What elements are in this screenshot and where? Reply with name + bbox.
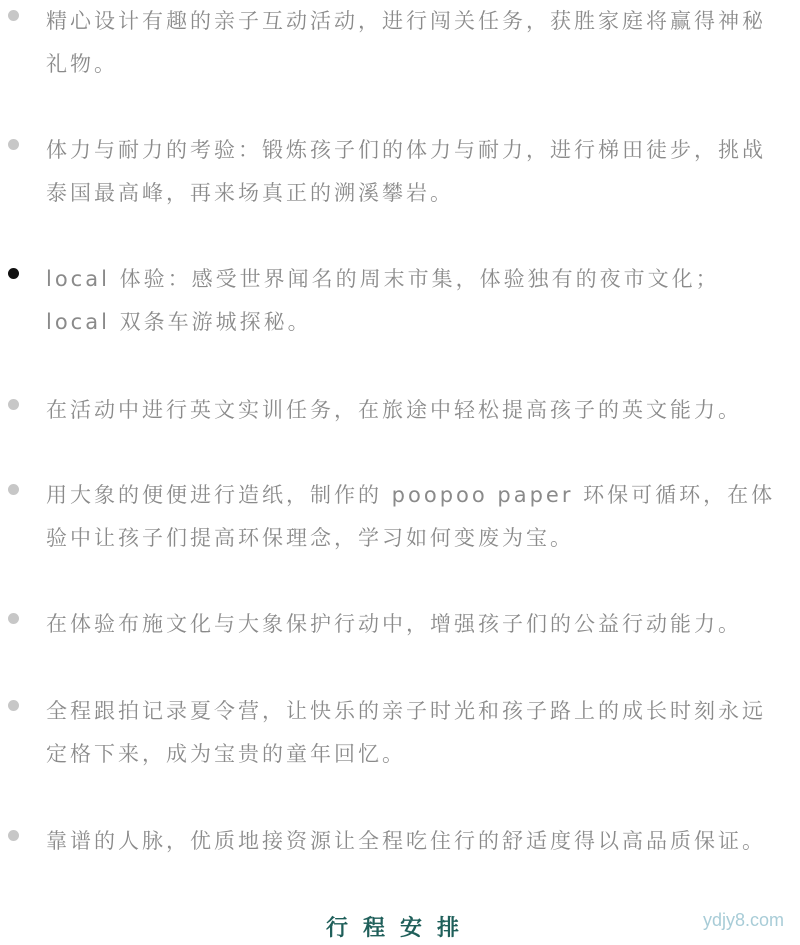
section-title: 行程安排 — [325, 916, 474, 941]
list-item-7 — [8, 690, 778, 776]
bullet-icon — [8, 399, 19, 410]
bullet-icon — [8, 830, 19, 841]
list-item-2 — [8, 129, 778, 215]
list-item-8 — [8, 820, 778, 863]
list-item-text: 全程跟拍记录夏令营，让快乐的亲子时光和孩子路上的成长时刻永远定格下来，成为宝贵的童年回忆。 — [46, 699, 766, 766]
list-item-text: 在活动中进行英文实训任务，在旅途中轻松提高孩子的英文能力。 — [46, 398, 742, 422]
watermark-text: ydjy8.com — [702, 910, 784, 930]
bullet-icon — [8, 484, 19, 495]
list-item-3 — [8, 258, 778, 344]
list-item-text: 用大象的便便进行造纸，制作的 poopoo paper 环保可循环，在体验中让孩子们提高环保理念，学习如何变废为宝。 — [46, 483, 776, 550]
list-item-5 — [8, 474, 778, 560]
bullet-icon — [8, 613, 19, 624]
list-item-text: local 体验：感受世界闻名的周末市集，体验独有的夜市文化；local 双条车游城探秘。 — [46, 267, 720, 334]
list-item-text: 在体验布施文化与大象保护行动中，增强孩子们的公益行动能力。 — [46, 612, 742, 636]
list-item-6 — [8, 603, 778, 646]
bullet-icon — [8, 10, 19, 21]
bullet-icon — [8, 139, 19, 150]
list-item-1 — [8, 0, 778, 86]
list-item-text: 精心设计有趣的亲子互动活动，进行闯关任务，获胜家庭将赢得神秘礼物。 — [46, 9, 766, 76]
list-item-text: 体力与耐力的考验：锻炼孩子们的体力与耐力，进行梯田徒步，挑战泰国最高峰，再来场真正的溯溪攀岩。 — [46, 138, 766, 205]
list-item-text: 靠谱的人脉，优质地接资源让全程吃住行的舒适度得以高品质保证。 — [46, 829, 766, 853]
bullet-icon — [8, 268, 19, 279]
list-item-4 — [8, 389, 778, 432]
bullet-icon — [8, 700, 19, 711]
